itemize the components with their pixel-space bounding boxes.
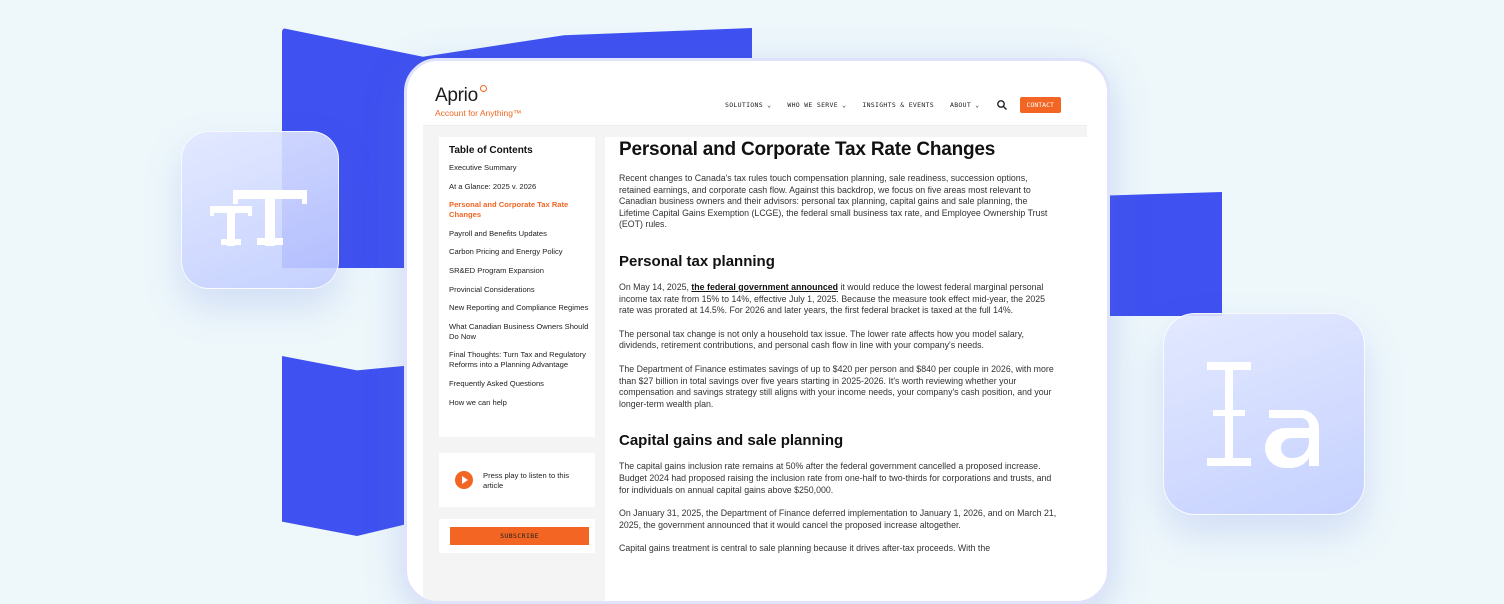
toc-item[interactable]: Payroll and Benefits Updates (449, 228, 547, 238)
nav-item-label: INSIGHTS & EVENTS (862, 101, 934, 109)
nav-item-label: ABOUT (950, 101, 972, 109)
table-of-contents (439, 137, 595, 437)
toc-item[interactable]: How we can help (449, 397, 507, 407)
audio-label: Press play to listen to this article (483, 471, 570, 490)
toc-item[interactable]: Frequently Asked Questions (449, 378, 544, 388)
paragraph: On January 31, 2025, the Department of Finance deferred implementation to January 1, 2026, and on March 21, 2025, the government announced that it would cancel the proposed increase altogether. (619, 508, 1057, 530)
toc-item[interactable]: At a Glance: 2025 v. 2026 (449, 181, 537, 191)
toc-item[interactable]: What Canadian Business Owners Should Do Now (449, 321, 589, 341)
toc-item[interactable]: Provincial Considerations (449, 284, 535, 294)
toc-item[interactable]: Executive Summary (449, 163, 517, 172)
chevron-down-icon: ⌄ (767, 101, 772, 109)
play-icon[interactable] (455, 471, 473, 489)
font-type-tile (1163, 313, 1365, 515)
site-logo[interactable]: Aprio (435, 85, 478, 106)
toc-item[interactable]: Final Thoughts: Turn Tax and Regulatory Reforms into a Planning Advantage (449, 350, 586, 370)
paragraph (619, 282, 1057, 317)
nav-item-insights-events[interactable] (862, 101, 934, 109)
audio-player (439, 453, 595, 507)
toc-list (449, 163, 589, 416)
toc-item[interactable]: New Reporting and Compliance Regimes (449, 303, 589, 313)
top-navigation (423, 81, 1087, 126)
article-title: Personal and Corporate Tax Rate Changes (619, 139, 996, 160)
nav-item-label: SOLUTIONS (725, 101, 763, 109)
nav-item-who-we-serve[interactable] (787, 101, 846, 109)
webpage-screen (423, 81, 1087, 601)
site-tagline: Account for Anything™ (435, 108, 522, 118)
logo-mark (480, 85, 487, 92)
paragraph-text: it would reduce the lowest federal marginal personal income tax rate from 15% to 14%, effective July 1, 2025. Because the measure took effect mid-year, the 2025 rate was prorated at 14.5%. For 2026 and later years, the first federal bracket is taxed at the full 14%. (619, 281, 1046, 316)
article-intro: Recent changes to Canada's tax rules touch compensation planning, sale readiness, succession options, retained earnings, and corporate cash flow. Against this backdrop, we focus on five areas most relevant to Canadian business owners and their advisors: personal tax planning, capital gains and sale planning, the Lifetime Capital Gains Exemption (LCGE), the federal small business tax rate, and Employee Ownership Trust (EOT) rules. (619, 173, 1048, 230)
section-heading-capital-gains: Capital gains and sale planning (619, 432, 844, 450)
article-content (605, 137, 1087, 601)
search-icon[interactable] (996, 99, 1008, 111)
toc-item-active[interactable]: Personal and Corporate Tax Rate Changes (449, 200, 569, 220)
chevron-down-icon: ⌄ (842, 101, 847, 109)
nav-item-label: WHO WE SERVE (787, 101, 838, 109)
section-heading-personal-tax: Personal tax planning (619, 252, 775, 270)
chevron-down-icon: ⌄ (975, 101, 980, 109)
nav-menu (725, 97, 1061, 113)
federal-announcement-link[interactable]: the federal government announced (691, 281, 839, 292)
text-size-icon (205, 170, 315, 250)
text-size-tile (181, 131, 339, 289)
nav-item-solutions[interactable] (725, 101, 771, 109)
tablet-frame (404, 58, 1110, 604)
paragraph: The Department of Finance estimates savings of up to $420 per person and $840 per couple in 2026, with more than $27 billion in total savings over five years starting in 2025-2026. It's worth reviewing whether your compensation and savings strategy still aligns with your income needs, your company's cash position, and your longer-term wealth plan. (619, 363, 1054, 409)
toc-item[interactable]: Carbon Pricing and Energy Policy (449, 247, 563, 257)
toc-item[interactable]: SR&ED Program Expansion (449, 265, 544, 275)
contact-button[interactable]: CONTACT (1020, 97, 1061, 113)
decorative-shape-right (1100, 192, 1222, 316)
nav-item-about[interactable] (950, 101, 980, 109)
font-type-icon (1199, 354, 1329, 474)
paragraph: The personal tax change is not only a household tax issue. The lower rate affects how you model salary, dividends, retirement contributions, and personal cash flow in line with your company's needs. (619, 328, 1024, 351)
paragraph: Capital gains treatment is central to sale planning because it drives after-tax proceeds. With the (619, 543, 991, 554)
toc-title: Table of Contents (449, 145, 533, 156)
paragraph-text: On May 14, 2025, (619, 281, 692, 292)
paragraph: The capital gains inclusion rate remains at 50% after the federal government cancelled a proposed increase. Budget 2024 had proposed raising the inclusion rate from one-half to two-thirds for corporations and trusts, and for individuals on annual capital gains above $250,000. (619, 461, 1052, 495)
subscribe-button[interactable]: SUBSCRIBE (450, 527, 589, 545)
subscribe-box (439, 519, 595, 553)
